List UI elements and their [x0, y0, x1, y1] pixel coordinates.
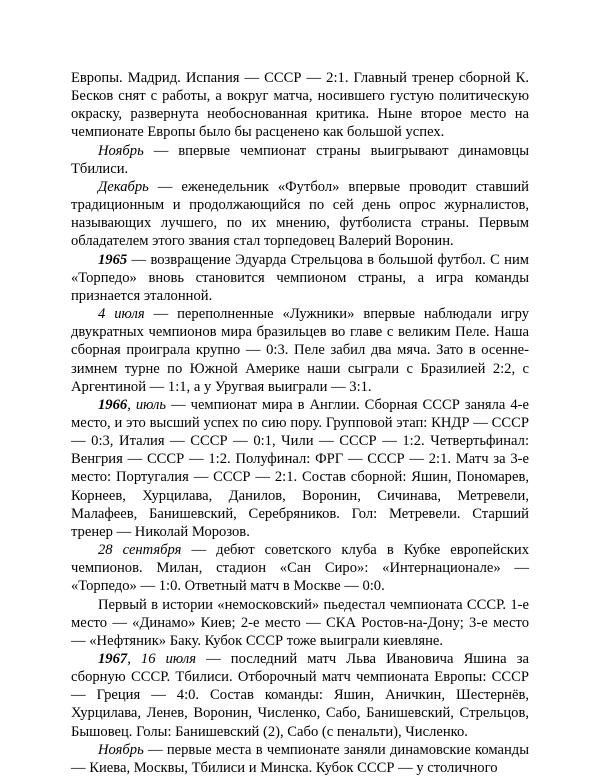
- paragraph-text: — чемпионат мира в Англии. Сборная СССР заняла 4-е место, и это высший успех по сию пору. Групповой этап: КНДР — СССР — 0:3, Италия — СССР — 0:1, Чили — СССР — 1:2. Четвертьфинал: Венгрия — СССР — 1:2. Полуфинал: ФРГ — СССР — 2:1. Матч за 3-е место: Португалия — СССР — 2:1. Состав сборной: Яшин, Пономарев, Корнеев, Хурцилава, Данилов, Воронин, Сичинава, Метревели, Малафеев, Банишевский, Серебряников. Гол: Метревели. Старший тренер — Николай Морозов.: [71, 396, 529, 540]
- date-label: 4 июля: [98, 306, 145, 323]
- paragraph-text: — впервые чемпионат страны выигрывают динамовцы Тбилиси.: [71, 142, 529, 177]
- paragraph-1966-world-cup: [71, 396, 529, 541]
- year-label: 1965: [98, 251, 128, 268]
- date-label: Декабрь: [98, 178, 149, 195]
- paragraph-text: — первые места в чемпионате заняли динамовские команды — Киева, Москвы, Тбилиси и Минска. Кубок СССР — у столичного: [71, 741, 529, 776]
- paragraph-text: Первый в истории «немосковский» пьедестал чемпионата СССР. 1-е место — «Динамо» Киев; 2-е место — СКА Ростов-на-Дону; 3-е место — «Нефтяник» Баку. Кубок СССР тоже выиграли киевляне.: [71, 596, 529, 649]
- paragraph-euro-1964-final: [71, 69, 529, 142]
- paragraph-september-28: [71, 541, 529, 595]
- paragraph-november-1967: [71, 741, 529, 777]
- date-suffix: , 16 июля: [127, 651, 196, 667]
- paragraph-text: — последний матч Льва Ивановича Яшина за сборную СССР. Тбилиси. Отборочный матч чемпионата Европы: СССР — Греция — 4:0. Состав команды: Яшин, Аничкин, Шестернёв, Хурцилава, Ленев, Воронин, Численко, Сабо, Банишевский, Стрельцов, Бышовец. Голы: Банишевский (2), Сабо (с пенальти), Численко.: [71, 651, 529, 740]
- paragraph-text: Европы. Мадрид. Испания — СССР — 2:1. Главный тренер сборной К. Бесков снят с работы, а вокруг матча, носившего густую политическую окраску, развернута необоснованная критика. Ныне второе место на чемпионате Европы было бы расценено как большой успех.: [71, 70, 529, 141]
- paragraph-text: — еженедельник «Футбол» впервые проводит ставший традиционным и продолжающийся по сей день опрос журналистов, называющих лучшего, по их мнению, футболиста страны. Первым обладателем этого звания стал торпедовец Валерий Воронин.: [71, 178, 529, 250]
- paragraph-july-4: [71, 305, 529, 396]
- date-suffix: , июль: [127, 396, 167, 413]
- paragraph-text: — дебют советского клуба в Кубке европейских чемпионов. Милан, стадион «Сан Сиро»: «Интернационале» — «Торпедо» — 1:0. Ответный матч в Москве — 0:0.: [71, 542, 529, 595]
- paragraph-1967-yashin-last-match: [71, 650, 529, 741]
- paragraph-first-non-moscow-podium: [71, 596, 529, 650]
- document-page: [71, 69, 529, 777]
- paragraph-text: — переполненные «Лужники» впервые наблюдали игру двукратных чемпионов мира бразильцев во главе с великим Пеле. Наша сборная проиграла крупно — 0:3. Пеле забил два мяча. Зато в осенне-зимнем турне по Южной Америке наши сыграли с Бразилией 2:2, с Аргентиной — 1:1, а у Уругвая выиграли — 3:1.: [71, 306, 529, 395]
- date-label: 28 сентября: [98, 542, 182, 559]
- paragraph-1965: [71, 251, 529, 305]
- date-label: Ноябрь: [98, 142, 144, 159]
- paragraph-december-1964: [71, 178, 529, 251]
- paragraph-november-1964: [71, 142, 529, 178]
- paragraph-text: — возвращение Эдуарда Стрельцова в большой футбол. С ним «Торпедо» вновь становится чемпионом страны, а игра команды признается эталонной.: [71, 251, 529, 304]
- year-label: 1967: [98, 651, 128, 667]
- date-label: Ноябрь: [98, 741, 144, 758]
- year-label: 1966: [98, 396, 128, 413]
